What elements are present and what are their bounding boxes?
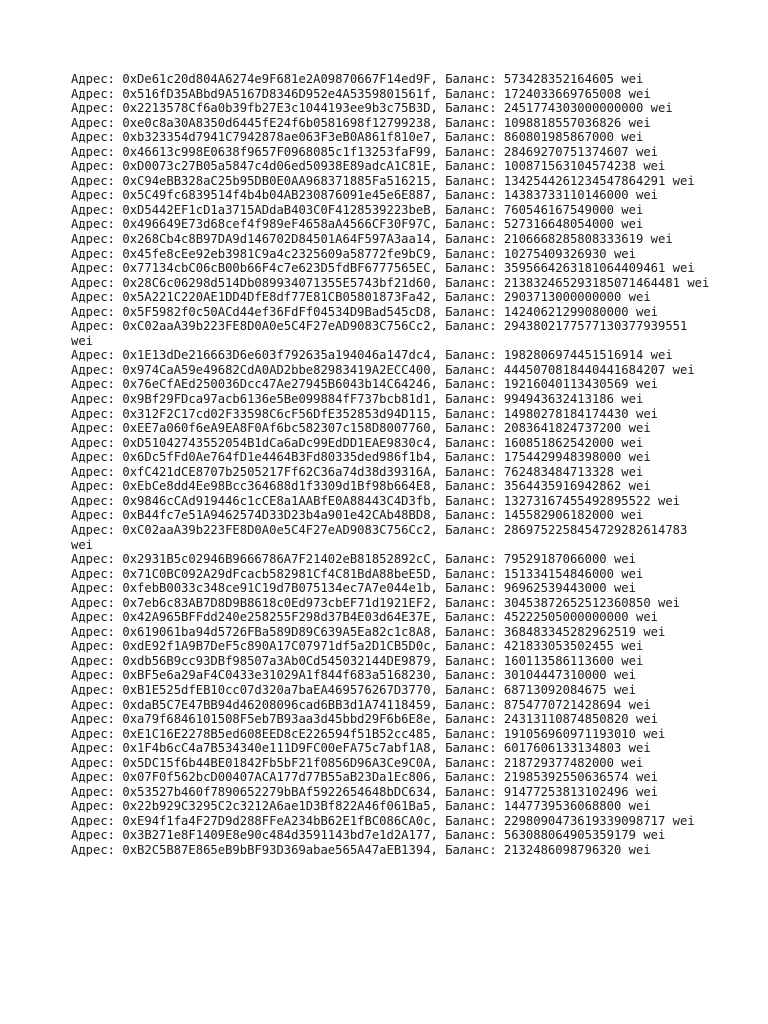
- balance-line: Адрес: 0xdaB5C7E47BB94d46208096cad6BB3d1A74118459, Баланс: 8754770721428694 wei: [71, 697, 651, 712]
- balance-line: Адрес: 0xD0073c27B05a5847c4d06ed50938E89adcA1C81E, Баланс: 100871563104574238 wei: [71, 159, 666, 174]
- balance-line: Адрес: 0xb323354d7941C7942878ae063F3eB0A861f810e7, Баланс: 860801985867000 wei: [71, 130, 644, 145]
- balance-line: Адрес: 0xE1C16E2278B5ed608EED8cE226594f51B52cc485, Баланс: 191056960971193010 wei: [71, 726, 666, 741]
- balance-line: Адрес: 0x28C6c06298d514Db089934071355E5743bf21d60, Баланс: 2138324652931850714644​81 wei: [71, 275, 710, 290]
- balance-line: Адрес: 0xfC421dCE8707b2505217Ff62C36a74d38d39316A, Баланс: 762483484713328 wei: [71, 464, 644, 479]
- balance-line: Адрес: 0xa79f6846101508F5eb7B93aa3d45bbd29F6b6E8e, Баланс: 24313110874850820 wei: [71, 712, 658, 727]
- balance-line: Адрес: 0x1E13dDe216663D6e603f792635a194046a147dc4, Баланс: 1982806974451516914 wei: [71, 348, 673, 363]
- balance-line: Адрес: 0x9846cCAd919446c1cCE8a1AABfE0A88443C4D3fb, Баланс: 1327316745549289552​2 wei: [71, 493, 681, 508]
- balance-line: Адрес: 0x496649E73d68cef4f989eF4658aA4566CF30F97C, Баланс: 527316648054000 wei: [71, 217, 644, 232]
- balance-line: Адрес: 0x2213578Cf6a0b39fb27E3c1044193ee9b3c75B3D, Баланс: 2451774303000000000 wei: [71, 101, 673, 116]
- balance-line: Адрес: 0x07F0f562bcD00407ACA177d77B55aB23Da1Ec806, Баланс: 21985392550636574 wei: [71, 770, 658, 785]
- balance-line: Адрес: 0x76eCfAEd250036Dcc47Ae27945B6043b14C64246, Баланс: 19216040113430569 wei: [71, 377, 658, 392]
- balance-line: Адрес: 0x77134cbC06cB00b66F4c7e623D5fdBF6777565EC, Баланс: 3595664263181064409461 wei: [71, 261, 695, 276]
- balance-line: Адрес: 0xE94f1fa4F27D9d288FFeA234bB62E1fBC086CA0c, Баланс: 2298090473619339098717 wei: [71, 813, 695, 828]
- balance-line: Адрес: 0x312F2C17cd02F33598C6cF56DfE352853d94D115, Баланс: 14980278184174430 wei: [71, 406, 658, 421]
- balance-line: Адрес: 0xC02aaA39b223FE8D0A0e5C4F27eAD9083C756Cc2, Баланс: 2943802177577130377939551 wei: [71, 319, 695, 348]
- balance-line: Адрес: 0xEE7a060f6eA9EA8F0Af6bc582307c158D8007760, Баланс: 2083641824737200 wei: [71, 421, 651, 436]
- balance-line: Адрес: 0x5C49fc6839514f4b4b04AB230876091e45e6E887, Баланс: 14383733110146000 wei: [71, 188, 658, 203]
- balance-line: Адрес: 0x516fD35ABbd9A5167D8346D952e4A5359801561f, Баланс: 1724033669765008 wei: [71, 86, 651, 101]
- balance-line: Адрес: 0x6Dc5fFd0Ae764fD1e4464B3Fd80335ded986f1b4, Баланс: 1754429948398000 wei: [71, 450, 651, 465]
- balance-line: Адрес: 0x46613c998E0638f9657F0968085c1f13253faF99, Баланс: 28469270751374607 wei: [71, 144, 658, 159]
- balance-line: Адрес: 0x2931B5c02946B9666786A7F21402eB81852892cC, Баланс: 79529187066000 wei: [71, 552, 636, 567]
- balance-list: [71, 72, 711, 858]
- balance-line: Адрес: 0x22b929C3295C2c3212A6ae1D3Bf822A46f061Ba5, Баланс: 1447739536068800 wei: [71, 799, 651, 814]
- balance-line: Адрес: 0xEbCe8dd4Ee98Bcc364688d1f3309d1Bf98b664E8, Баланс: 3564435916942862 wei: [71, 479, 651, 494]
- balance-line: Адрес: 0xdE92f1A9B7DeF5c890A17C07971df5a2D1CB5D0c, Баланс: 421833053502455 wei: [71, 639, 644, 654]
- balance-line: Адрес: 0x619061ba94d5726FBa589D89C639A5Ea82c1c8A8, Баланс: 368483345282962519 wei: [71, 624, 666, 639]
- balance-line: Адрес: 0x9Bf29FDca97acb6136e5Be099884fF737bcb81d1, Баланс: 994943632413186 wei: [71, 392, 644, 407]
- balance-line: Адрес: 0x5F5982f0c50ACd44ef36FdFf04534D9Bad545cD8, Баланс: 14240621299080000 wei: [71, 304, 658, 319]
- balance-line: Адрес: 0xB44fc7e51A9462574D33D23b4a901e42CAb48BD8, Баланс: 145582906182000 wei: [71, 508, 644, 523]
- balance-line: Адрес: 0xD5442EF1cD1a3715ADdaB403C0F4128539223beB, Баланс: 760546167549000 wei: [71, 202, 644, 217]
- balance-line: Адрес: 0xfebB0033c348ce91C19d7B075134ec7A7e044e1b, Баланс: 96962539443000 wei: [71, 581, 636, 596]
- balance-line: Адрес: 0xB2C5B87E865eB9bBF93D369abae565A47aEB1394, Баланс: 2132486098796320 wei: [71, 842, 651, 857]
- balance-line: Адрес: 0xC94eBB328aC25b95DB0E0AA968371885Fa516215, Баланс: 1342544261234547864291 wei: [71, 173, 695, 188]
- balance-line: Адрес: 0x974CaA59e49682CdA0AD2bbe82983419A2ECC400, Баланс: 4445070818440441684207 wei: [71, 362, 695, 377]
- balance-line: Адрес: 0x5A221C220AE1DD4DfE8df77E81CB05801873Fa42, Баланс: 2903713000000000 wei: [71, 290, 651, 305]
- balance-line: Адрес: 0xBF5e6a29aF4C0433e31029A1f844f683a5168230, Баланс: 30104447310000 wei: [71, 668, 636, 683]
- balance-line: Адрес: 0x71C0BC092A29dFcacb582981Cf4C81BdA88beE5D, Баланс: 151334154846000 wei: [71, 566, 644, 581]
- balance-line: Адрес: 0xC02aaA39b223FE8D0A0e5C4F27eAD9083C756Cc2, Баланс: 2869752258454729282614783 wei: [71, 522, 695, 552]
- balance-line: Адрес: 0x42A965BFFdd240e258255F298d37B4E03d64E37E, Баланс: 45222505000000000 wei: [71, 610, 658, 625]
- balance-line: Адрес: 0x1F4b6cC4a7B534340e111D9FC00eFA75c7abf1A8, Баланс: 6017606133134803 wei: [71, 741, 651, 756]
- balance-line: Адрес: 0x45fe8cEe92eb3981C9a4c2325609a58772fe9bC9, Баланс: 10275409326930 wei: [71, 246, 636, 261]
- balance-line: Адрес: 0xB1E525dfEB10cc07d320a7baEA469576267D3770, Баланс: 68713092084675 wei: [71, 682, 636, 697]
- balance-line: Адрес: 0xdb56B9cc93DBf98507a3Ab0Cd545032144DE9879, Баланс: 160113586113600 wei: [71, 653, 644, 668]
- balance-line: Адрес: 0xDe61c20d804A6274e9F681e2A09870667F14ed9F, Баланс: 573428352164605 wei: [71, 72, 644, 86]
- balance-line: Адрес: 0x268Cb4c8B97DA9d146702D84501A64F597A3aa14, Баланс: 2106668285808333619 wei: [71, 232, 673, 247]
- balance-line: Адрес: 0x3B271e8F1409E8e90c484d3591143bd7e1d2A177, Баланс: 563088064905359179 wei: [71, 828, 666, 843]
- balance-line: Адрес: 0x7eb6c83AB7D8D9B8618c0Ed973cbEF71d1921EF2, Баланс: 30453872652512360850 wei: [71, 595, 681, 610]
- balance-line: Адрес: 0x5DC15f6b44BE01842Fb5bF21f0856D96A3Ce9C0A, Баланс: 218729377482000 wei: [71, 755, 644, 770]
- balance-line: Адрес: 0x53527b460f7890652279bBAf5922654648bDC634, Баланс: 91477253813102496 wei: [71, 784, 658, 799]
- balance-line: Адрес: 0xD51042743552054B1dCa6aDc99EdDD1EAE9830c4, Баланс: 160851862542000 wei: [71, 435, 644, 450]
- balance-line: Адрес: 0xe0c8a30A8350d6445fE24f6b0581698f12799238, Баланс: 1098818557036826 wei: [71, 115, 651, 130]
